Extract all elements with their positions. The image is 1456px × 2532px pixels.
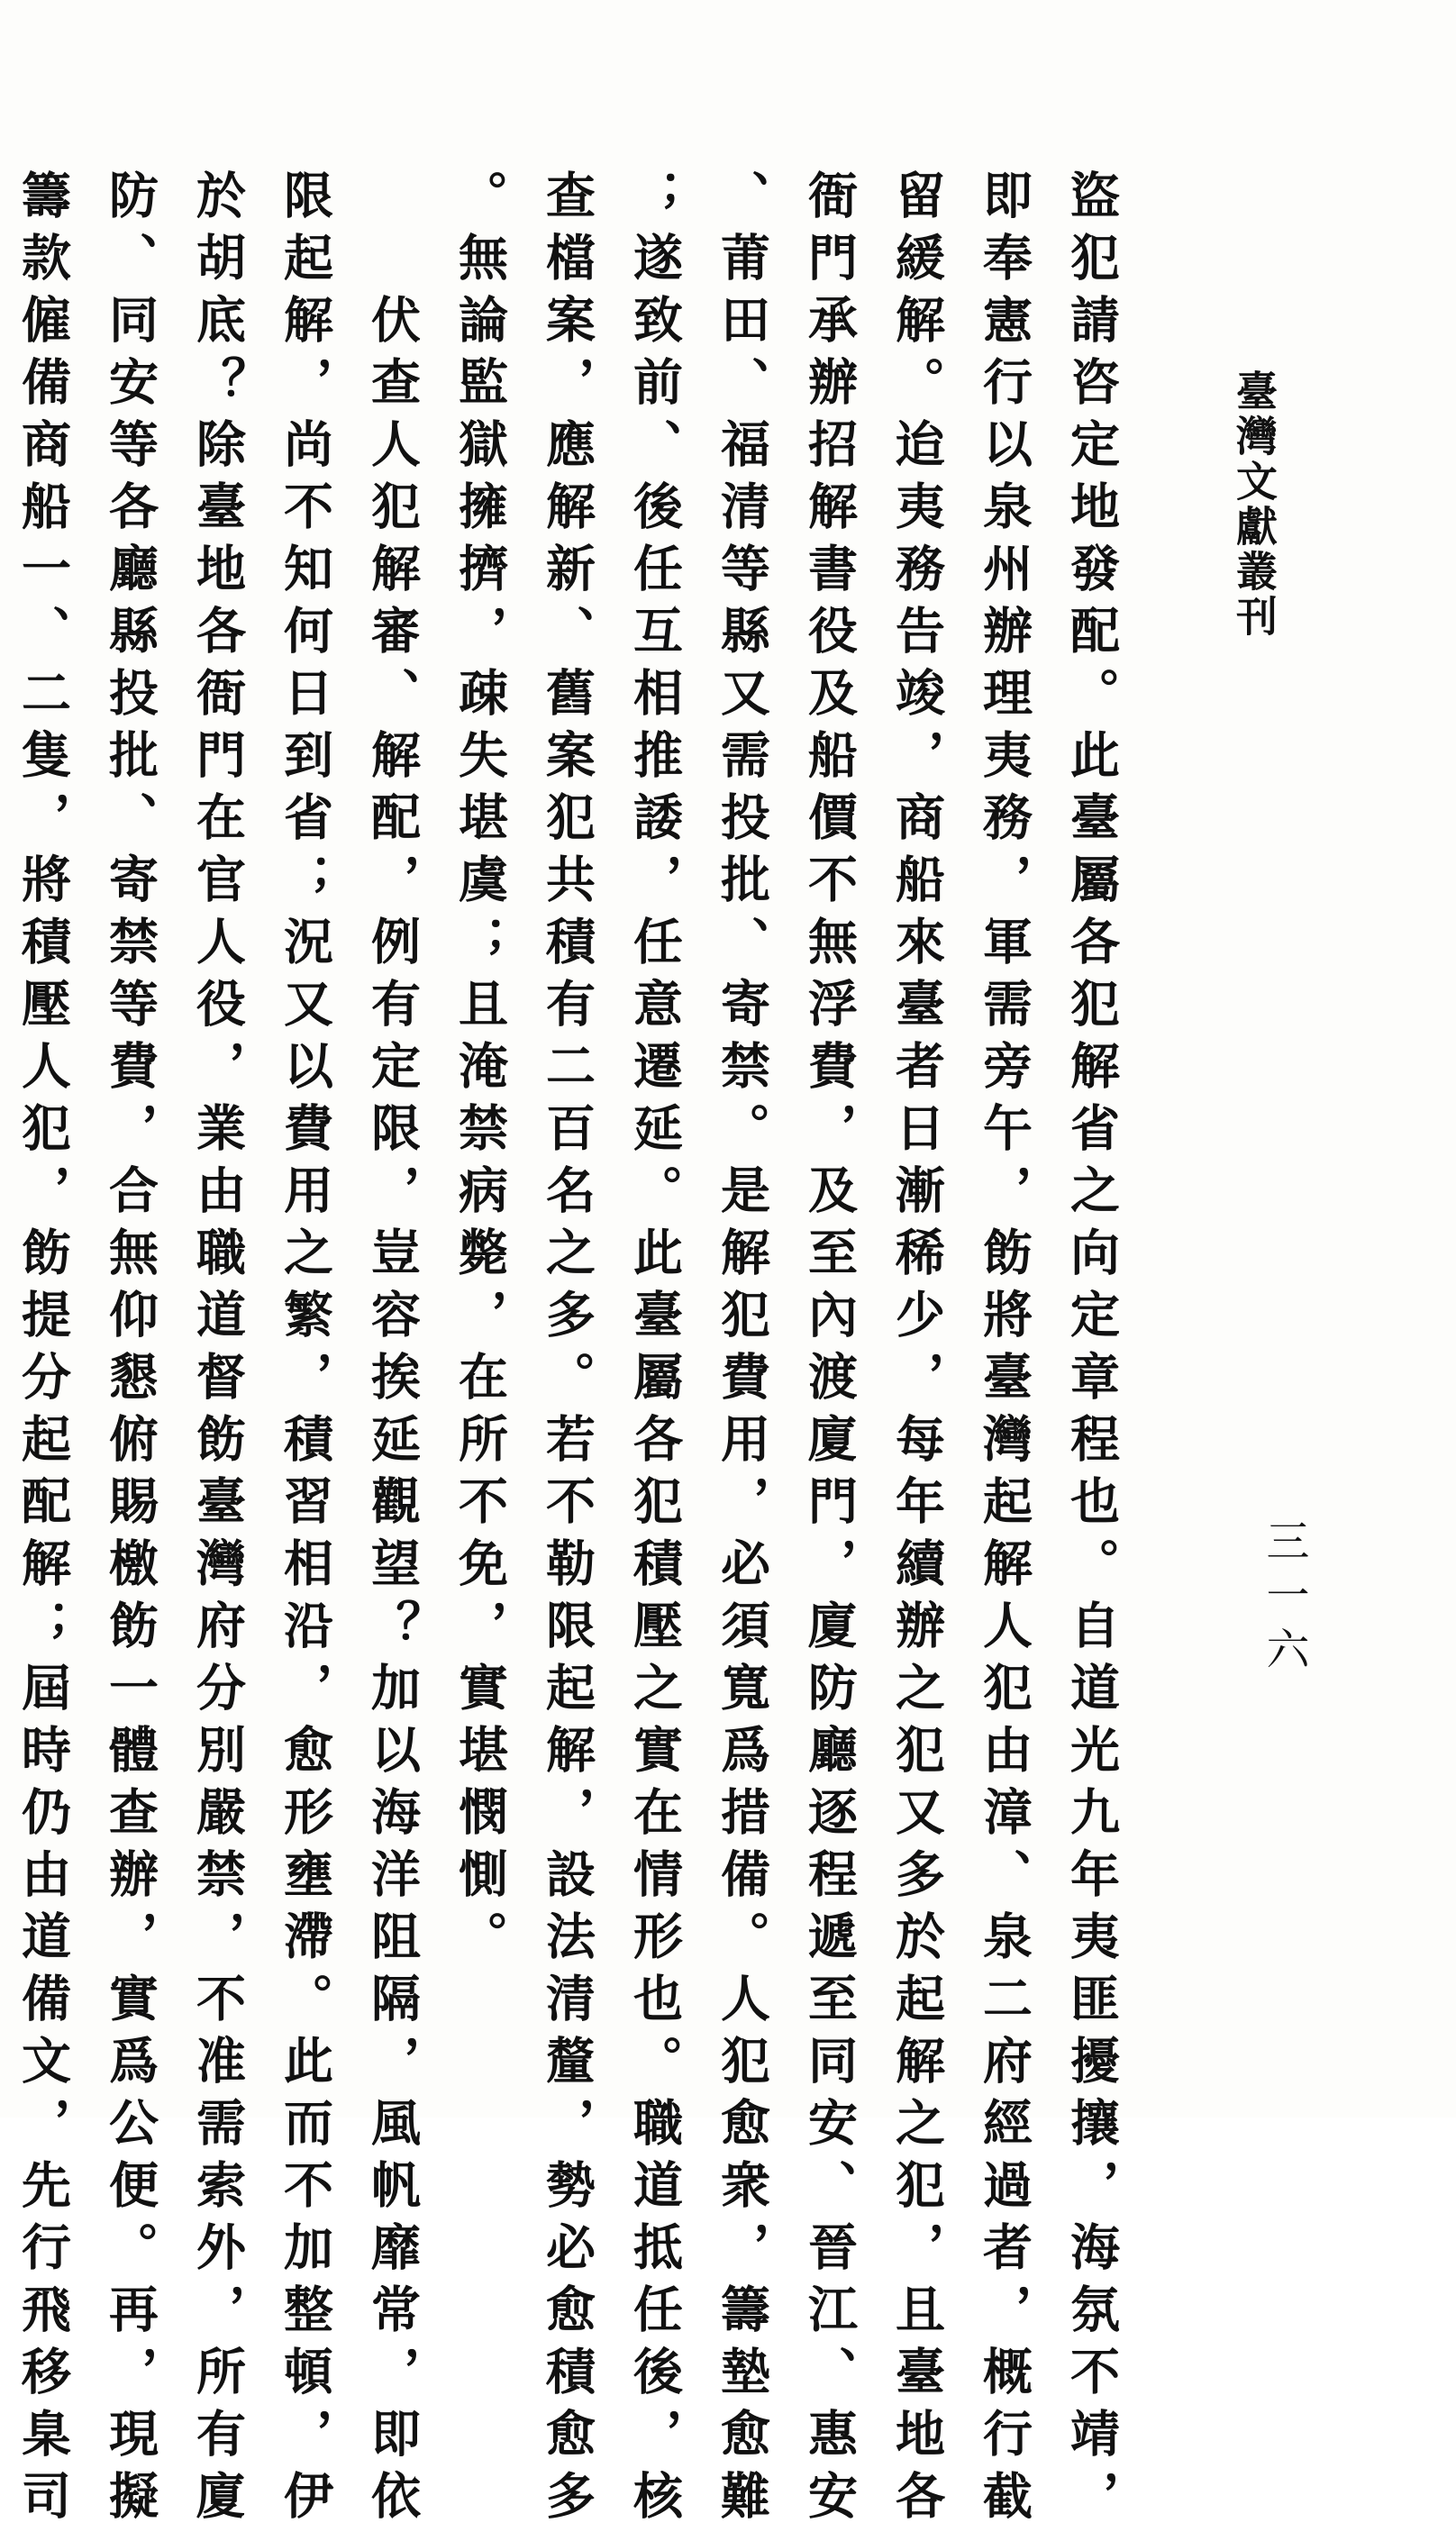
text-line: 盜犯請咨定地發配。此臺屬各犯解省之向定章程也。自道光九年夷匪擾攘，海氛不靖，: [1062, 169, 1121, 2532]
text-line: 限起解，尚不知何日到省；況又以費用之繁，積習相沿，愈形壅滯。此而不加整頓，伊: [276, 169, 334, 2532]
text-line: 防、同安等各廳縣投批、寄禁等費，合無仰懇俯賜檄飭一體查辦，實爲公便。再，現擬: [101, 169, 159, 2532]
text-line: 籌款僱備商船一、二隻，將積壓人犯，飭提分起配解；屆時仍由道備文，先行飛移臬司: [14, 169, 72, 2532]
text-line: 留緩解。迨夷務告竣，商船來臺者日漸稀少，每年續辦之犯又多於起解之犯，且臺地各: [887, 169, 946, 2532]
running-title: 臺灣文獻叢刊: [1230, 369, 1279, 640]
text-line-indented: 伏查人犯解審、解配，例有定限，豈容挨延觀望？加以海洋阻隔，風帆靡常，即依: [363, 294, 422, 2532]
text-line: 衙門承辦招解書役及船價不無浮費，及至內渡廈門，廈防廳逐程遞至同安、晉江、惠安: [800, 169, 859, 2532]
text-line: ；遂致前、後任互相推諉，任意遷延。此臺屬各犯積壓之實在情形也。職道抵任後，核: [625, 169, 684, 2532]
text-line: 即奉憲行以泉州辦理夷務，軍需旁午，飭將臺灣起解人犯由漳、泉二府經過者，概行截: [975, 169, 1033, 2532]
page-number: 三一六: [1259, 1518, 1309, 1680]
text-line: 查檔案，應解新、舊案犯共積有二百名之多。若不勒限起解，設法清釐，勢必愈積愈多: [538, 169, 596, 2532]
vertical-text-body: [14, 169, 1135, 2532]
text-line: 於胡底？除臺地各衙門在官人役，業由職道督飭臺灣府分別嚴禁，不准需索外，所有廈: [188, 169, 247, 2532]
text-line: 、莆田、福清等縣又需投批、寄禁。是解犯費用，必須寬爲措備。人犯愈衆，籌墊愈難: [713, 169, 771, 2532]
text-line: 。無論監獄擁擠，疎失堪虞；且淹禁病斃，在所不免，實堪憫惻。: [450, 169, 509, 1972]
